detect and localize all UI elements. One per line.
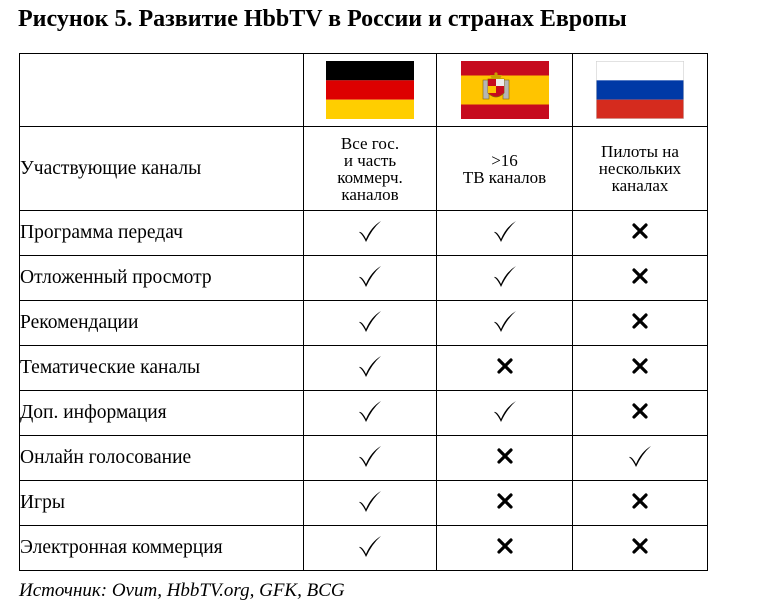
russia-channels-line: Пилоты на (601, 142, 679, 161)
feature-row (20, 436, 708, 481)
russia-channels-cell (573, 127, 708, 211)
cross-mark-icon (632, 268, 648, 284)
cross-mark-icon (632, 223, 648, 239)
russia-support-cell (573, 211, 708, 256)
spain-support-cell (437, 526, 573, 571)
flag-row (20, 54, 708, 127)
germany-support-cell (304, 526, 437, 571)
participating-channels-row (20, 127, 708, 211)
spain-support-cell (437, 436, 573, 481)
russia-support-cell (573, 391, 708, 436)
cross-mark-icon (497, 493, 513, 509)
russia-flag-cell (573, 54, 708, 127)
check-mark-icon (357, 534, 383, 558)
feature-label: Рекомендации (20, 301, 304, 346)
russia-support-cell (573, 436, 708, 481)
feature-label: Отложенный просмотр (20, 256, 304, 301)
feature-label: Электронная коммерция (20, 526, 304, 571)
germany-channels-line: коммерч. (337, 167, 403, 187)
check-mark-icon (492, 399, 518, 423)
feature-row (20, 346, 708, 391)
feature-label: Игры (20, 481, 304, 526)
russia-support-cell (573, 481, 708, 526)
russia-channels-line: нескольких (598, 159, 682, 178)
germany-support-cell (304, 301, 437, 346)
cross-mark-icon (497, 358, 513, 374)
spain-support-cell (437, 256, 573, 301)
spain-channels-cell (437, 127, 573, 211)
germany-support-cell (304, 346, 437, 391)
check-mark-icon (357, 489, 383, 513)
feature-label: Онлайн голосование (20, 436, 304, 481)
feature-row (20, 391, 708, 436)
germany-channels-line: и часть (343, 150, 397, 170)
check-mark-icon (357, 219, 383, 243)
cross-mark-icon (497, 538, 513, 554)
participating-channels-label: Участвующие каналы (20, 127, 304, 211)
germany-flag-cell (304, 54, 437, 127)
feature-row (20, 481, 708, 526)
spain-support-cell (437, 211, 573, 256)
germany-support-cell (304, 256, 437, 301)
russia-channels-line: каналах (611, 176, 669, 195)
germany-support-cell (304, 436, 437, 481)
germany-channels-cell (304, 127, 437, 211)
spain-support-cell (437, 391, 573, 436)
check-mark-icon (627, 444, 653, 468)
empty-corner-cell (20, 54, 304, 127)
feature-label: Программа передач (20, 211, 304, 256)
cross-mark-icon (632, 538, 648, 554)
spain-support-cell (437, 481, 573, 526)
check-mark-icon (492, 264, 518, 288)
russia-support-cell (573, 526, 708, 571)
hbbtv-comparison-table (19, 53, 708, 571)
cross-mark-icon (632, 313, 648, 329)
cross-mark-icon (632, 493, 648, 509)
check-mark-icon (357, 264, 383, 288)
russia-support-cell (573, 301, 708, 346)
feature-row (20, 301, 708, 346)
spain-flag-cell (437, 54, 573, 127)
germany-channels-line: Все гос. (340, 133, 400, 153)
check-mark-icon (357, 399, 383, 423)
spain-channels-line: ТВ каналов (462, 167, 547, 187)
germany-support-cell (304, 391, 437, 436)
feature-row (20, 211, 708, 256)
feature-row (20, 256, 708, 301)
cross-mark-icon (632, 358, 648, 374)
spain-flag-icon (461, 61, 549, 119)
germany-channels-line: каналов (341, 184, 399, 204)
check-mark-icon (357, 309, 383, 333)
cross-mark-icon (632, 403, 648, 419)
feature-row (20, 526, 708, 571)
spain-channels-line: >16 (491, 150, 518, 170)
check-mark-icon (357, 354, 383, 378)
feature-label: Доп. информация (20, 391, 304, 436)
spain-support-cell (437, 301, 573, 346)
check-mark-icon (492, 309, 518, 333)
cross-mark-icon (497, 448, 513, 464)
feature-label: Тематические каналы (20, 346, 304, 391)
check-mark-icon (357, 444, 383, 468)
germany-flag-icon (326, 61, 414, 119)
russia-support-cell (573, 346, 708, 391)
source-note: Источник: Ovum, HbbTV.org, GFK, BCG (19, 580, 345, 601)
figure-title: Рисунок 5. Развитие HbbTV в России и странах Европы (18, 6, 627, 32)
germany-support-cell (304, 211, 437, 256)
spain-support-cell (437, 346, 573, 391)
germany-support-cell (304, 481, 437, 526)
check-mark-icon (492, 219, 518, 243)
russia-flag-icon (596, 61, 684, 119)
russia-support-cell (573, 256, 708, 301)
